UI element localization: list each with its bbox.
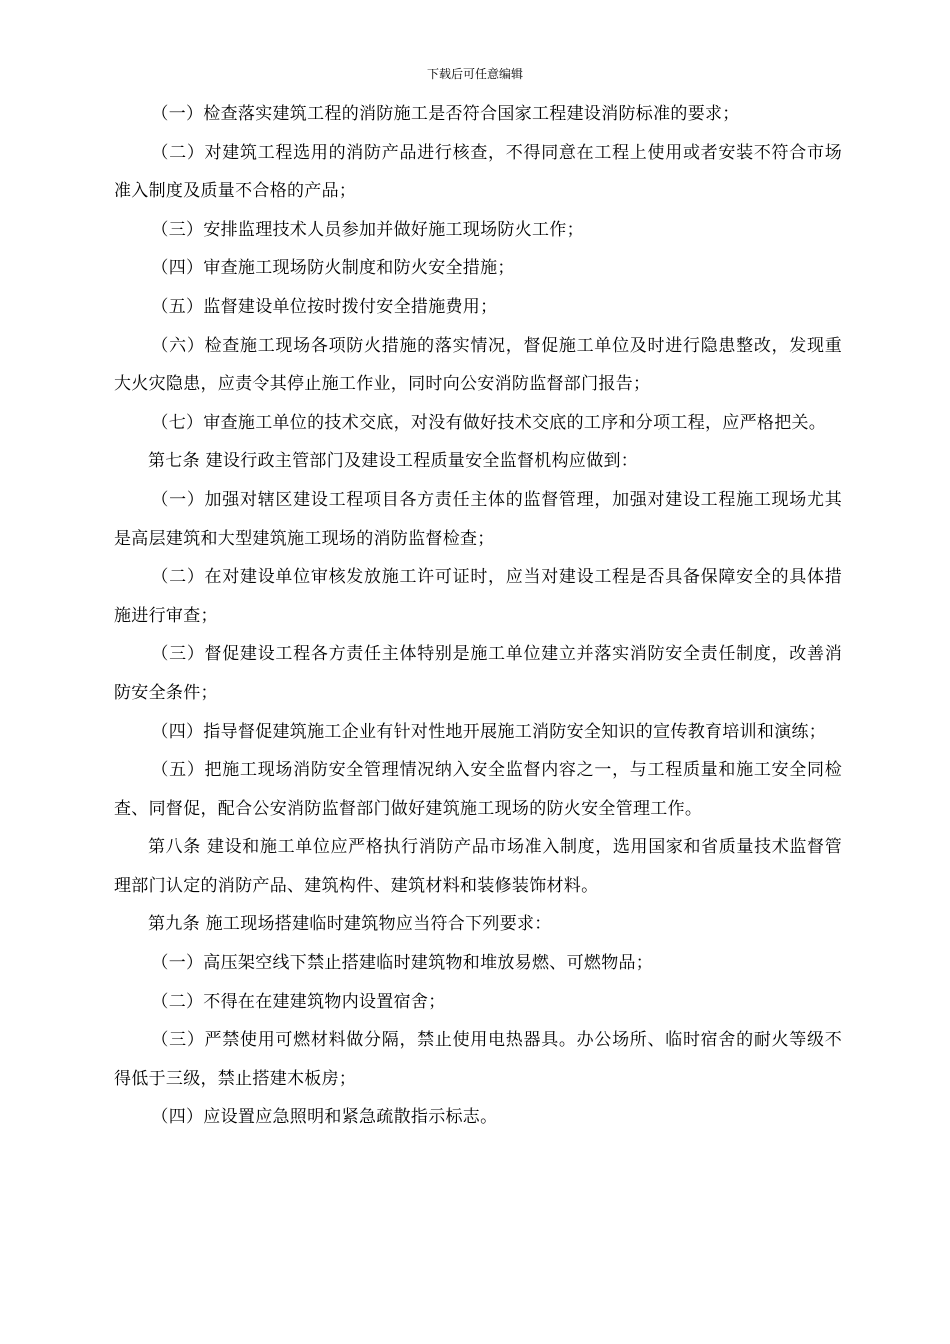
paragraph: （四）指导督促建筑施工企业有针对性地开展施工消防安全知识的宣传教育培训和演练； [151, 721, 827, 742]
paragraph: （四）审查施工现场防火制度和防火安全措施； [151, 258, 515, 279]
page-header: 下载后可任意编辑 [426, 67, 523, 81]
paragraph: （二）在对建设单位审核发放施工许可证时，应当对建设工程是否具备保障安全的具体措施进行审查； [114, 567, 842, 626]
paragraph: （三）严禁使用可燃材料做分隔，禁止使用电热器具。办公场所、临时宿舍的耐火等级不得低于三级，禁止搭建木板房； [114, 1030, 842, 1089]
paragraph: （一）加强对辖区建设工程项目各方责任主体的监督管理，加强对建设工程施工现场尤其是高层建筑和大型建筑施工现场的消防监督检查； [114, 489, 842, 549]
paragraph: （二）不得在在建建筑物内设置宿舍； [151, 991, 446, 1012]
paragraph: （三）督促建设工程各方责任主体特别是施工单位建立并落实消防安全责任制度，改善消防安全条件； [114, 644, 842, 703]
paragraph: （一）检查落实建筑工程的消防施工是否符合国家工程建设消防标准的要求； [151, 104, 740, 124]
paragraph: （四）应设置应急照明和紧急疏散指示标志。 [151, 1107, 498, 1128]
article-heading: 第九条 施工现场搭建临时建筑物应当符合下列要求： [148, 914, 552, 935]
paragraph: （五）把施工现场消防安全管理情况纳入安全监督内容之一，与工程质量和施工安全同检查、同督促，配合公安消防监督部门做好建筑施工现场的防火安全管理工作。 [114, 760, 842, 819]
article-heading: 第七条 建设行政主管部门及建设工程质量安全监督机构应做到： [148, 451, 639, 472]
paragraph: （一）高压架空线下禁止搭建临时建筑物和堆放易燃、可燃物品； [151, 953, 654, 974]
document-body [114, 95, 842, 1137]
paragraph: （六）检查施工现场各项防火措施的落实情况，督促施工单位及时进行隐患整改，发现重大火灾隐患，应责令其停止施工作业，同时向公安消防监督部门报告； [114, 335, 842, 395]
paragraph: （三）安排监理技术人员参加并做好施工现场防火工作； [151, 219, 584, 240]
article-heading: 第八条 建设和施工单位应严格执行消防产品市场准入制度，选用国家和省质量技术监督管理部门认定的消防产品、建筑构件、建筑材料和装修装饰材料。 [114, 837, 842, 896]
paragraph: （五）监督建设单位按时拨付安全措施费用； [151, 296, 498, 317]
paragraph: （七）审查施工单位的技术交底，对没有做好技术交底的工序和分项工程，应严格把关。 [151, 412, 827, 433]
paragraph: （二）对建筑工程选用的消防产品进行核查，不得同意在工程上使用或者安装不符合市场准入制度及质量不合格的产品； [114, 142, 842, 202]
